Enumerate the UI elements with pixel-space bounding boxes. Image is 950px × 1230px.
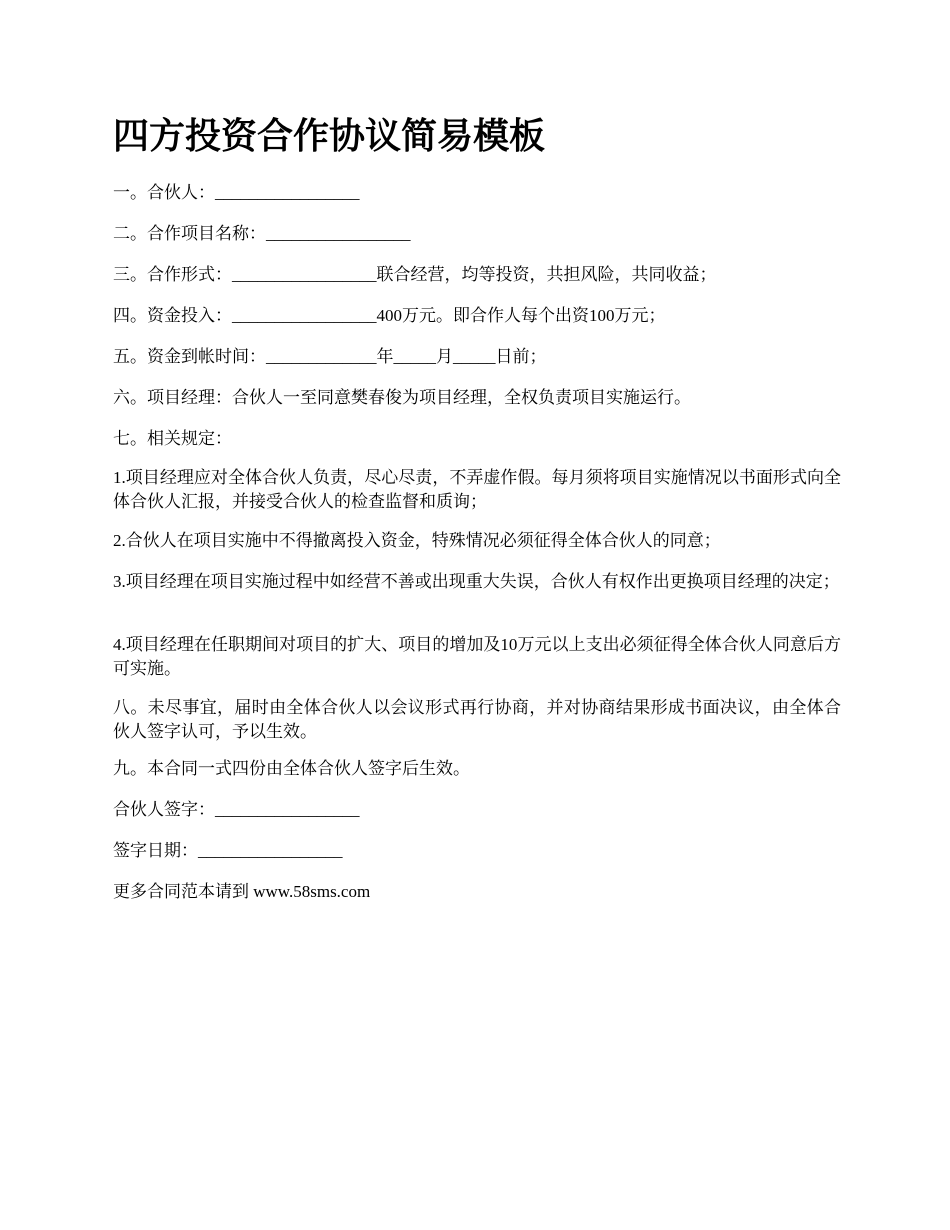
clause-project-name: 二。合作项目名称：_________________ [113, 224, 411, 243]
clause-funding-date: 五。资金到帐时间：_____________年_____月_____日前； [113, 347, 547, 366]
clause-cooperation-form: 三。合作形式：_________________联合经营，均等投资，共担风险，共同收益； [113, 265, 717, 284]
clause-capital-investment: 四。资金投入：_________________400万元。即合作人每个出资100万元； [113, 306, 666, 325]
regulation-item-4: 4.项目经理在任职期间对项目的扩大、项目的增加及10万元以上支出必须征得全体合伙人同意后方可实施。 [113, 635, 841, 678]
clause-partner: 一。合伙人：_________________ [113, 183, 360, 202]
partner-signature-line: 合伙人签字：_________________ [113, 800, 360, 819]
regulation-item-2: 2.合伙人在项目实施中不得撤离投入资金，特殊情况必须征得全体合伙人的同意； [113, 531, 721, 550]
document-title: 四方投资合作协议简易模板 [113, 115, 546, 157]
signature-date-line: 签字日期：_________________ [113, 841, 343, 860]
regulation-item-3: 3.项目经理在项目实施过程中如经营不善或出现重大失误，合伙人有权作出更换项目经理的决定； [113, 572, 840, 591]
regulation-item-1: 1.项目经理应对全体合伙人负责，尽心尽责，不弄虚作假。每月须将项目实施情况以书面形式向全体合伙人汇报，并接受合伙人的检查监督和质询； [113, 468, 841, 511]
clause-unresolved-matters: 八。未尽事宜，届时由全体合伙人以会议形式再行协商，并对协商结果形成书面决议，由全体合伙人签字认可，予以生效。 [113, 698, 841, 741]
footer-website-note: 更多合同范本请到 www.58sms.com [113, 882, 371, 901]
clause-copies: 九。本合同一式四份由全体合伙人签字后生效。 [113, 759, 470, 778]
clause-regulations-heading: 七。相关规定： [113, 429, 232, 448]
clause-project-manager: 六。项目经理：合伙人一至同意樊春俊为项目经理，全权负责项目实施运行。 [113, 388, 691, 407]
